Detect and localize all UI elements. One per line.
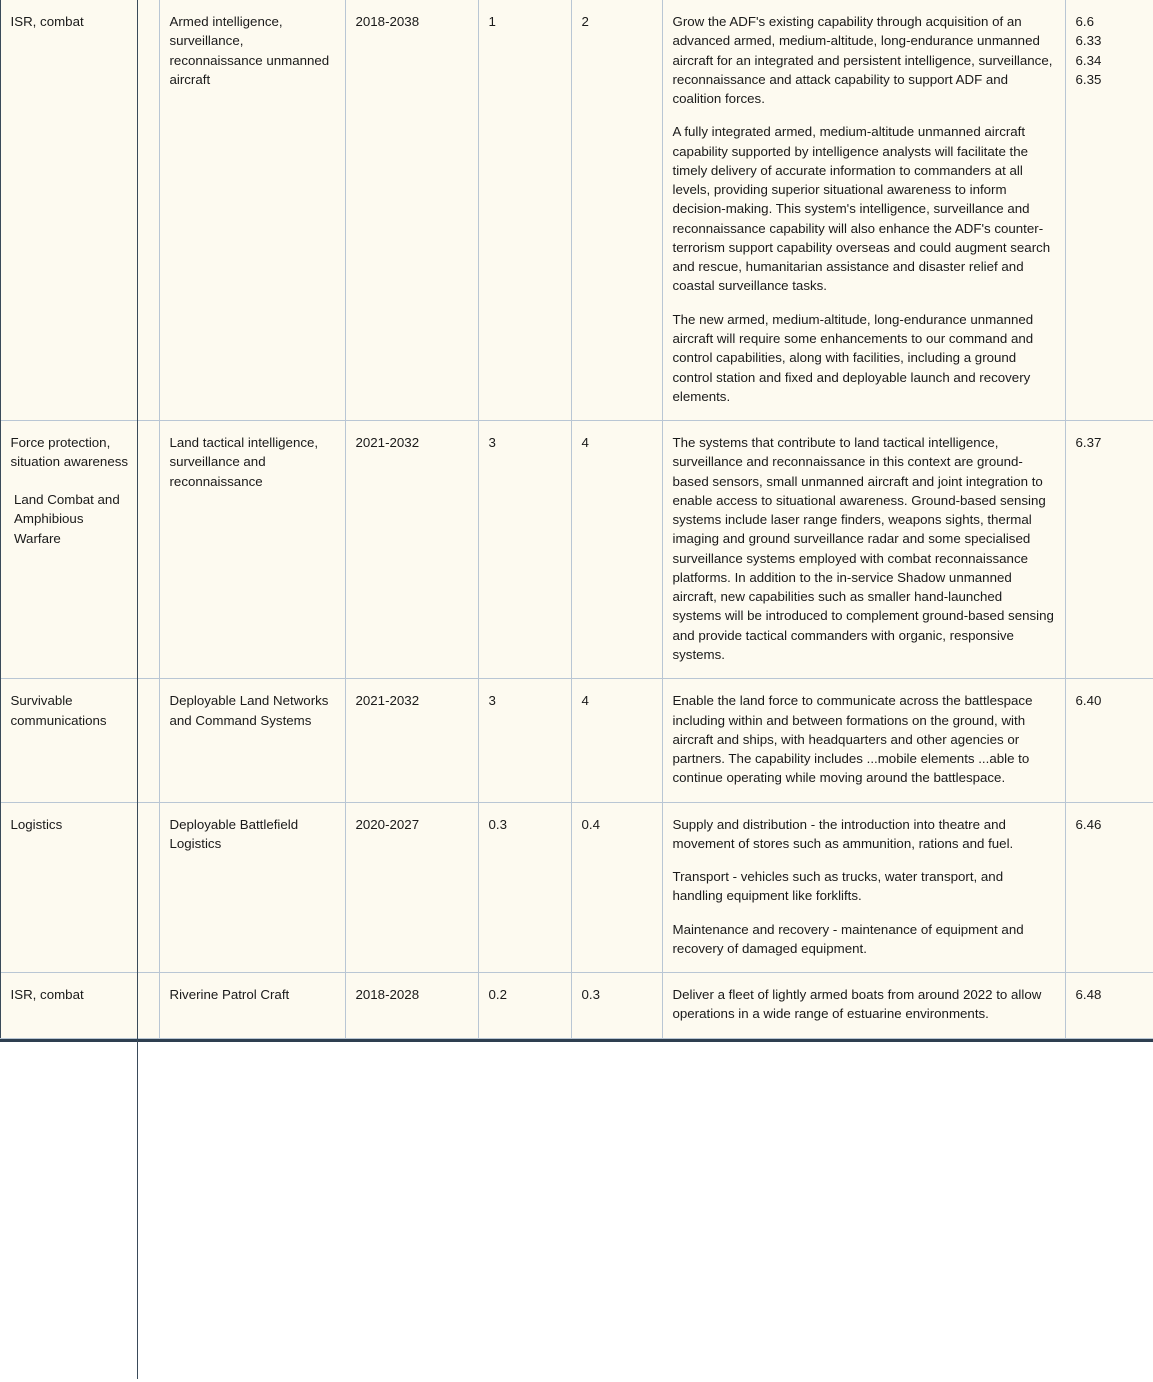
reference-item: 6.40 — [1075, 693, 1102, 709]
table-row — [0, 421, 1153, 679]
row-references — [1065, 973, 1153, 1039]
description-paragraph: Grow the ADF's existing capability through acquisition of an advanced armed, medium-altitude, long-endurance unmanned aircraft for an integrated and persistent intelligence, surveillance, reconnaissance and attack capability to support ADF and coalition forces. — [672, 14, 1053, 107]
row-cost-high: 0.4 — [571, 802, 662, 973]
row-references — [1065, 679, 1153, 802]
row-cost-high: 2 — [571, 0, 662, 421]
description-paragraph: Maintenance and recovery - maintenance of equipment and recovery of damaged equipment. — [672, 921, 1024, 956]
reference-item: 6.46 — [1075, 816, 1102, 832]
row-references — [1065, 421, 1153, 679]
row-cost-low: 3 — [478, 679, 571, 802]
reference-item: 6.35 — [1075, 71, 1102, 87]
row-cost-high: 4 — [571, 421, 662, 679]
row-project: Deployable Battlefield Logistics — [159, 802, 345, 973]
row-years: 2018-2038 — [345, 0, 478, 421]
reference-item: 6.6 — [1075, 14, 1094, 29]
description-paragraph: A fully integrated armed, medium-altitude unmanned aircraft capability supported by intelligence analysts will facilitate the timely delivery of accurate information to commanders at all levels, providing superior situational awareness to inform decision-making. This system's intelligence, surveillance and reconnaissance capability will also enhance the ADF's counter-terrorism support capability overseas and could augment search and rescue, humanitarian assistance and disaster relief and coastal surveillance tasks. — [672, 124, 1051, 294]
row-description — [662, 0, 1065, 421]
description-paragraph: Supply and distribution - the introduction into theatre and movement of stores such as ammunition, rations and fuel. — [672, 816, 1014, 851]
row-theme: Logistics — [0, 802, 159, 973]
group-label: Land Combat and Amphibious Warfare — [14, 492, 120, 546]
row-description — [662, 421, 1065, 679]
row-description — [662, 679, 1065, 802]
table-row — [0, 973, 1153, 1039]
description-paragraph: Enable the land force to communicate across the battlespace including within and between formations on the ground, with aircraft and ships, with headquarters and other agencies or partners. The capability includes ...mobile elements ...able to continue operating while moving around the battlespace. — [672, 693, 1033, 786]
row-cost-low: 0.2 — [478, 973, 571, 1039]
row-project: Deployable Land Networks and Command Systems — [159, 679, 345, 802]
table-left-rule — [137, 0, 138, 1379]
row-cost-low: 3 — [478, 421, 571, 679]
table-bottom-rule — [0, 1039, 1153, 1042]
row-years: 2021-2032 — [345, 421, 478, 679]
table-row — [0, 0, 1153, 421]
row-years: 2018-2028 — [345, 973, 478, 1039]
row-project: Armed intelligence, surveillance, reconnaissance unmanned aircraft — [159, 0, 345, 421]
row-project: Riverine Patrol Craft — [159, 973, 345, 1039]
row-theme: ISR, combat — [0, 0, 159, 421]
row-description — [662, 802, 1065, 973]
description-paragraph: Transport - vehicles such as trucks, water transport, and handling equipment like forklifts. — [672, 869, 1004, 904]
row-references — [1065, 802, 1153, 973]
row-references — [1065, 0, 1153, 421]
row-cost-low: 0.3 — [478, 802, 571, 973]
description-paragraph: The new armed, medium-altitude, long-endurance unmanned aircraft will require some enhancements to our command and control capabilities, along with facilities, including a ground control station and fixed and deployable launch and recovery elements. — [672, 311, 1034, 404]
reference-item: 6.33 — [1075, 33, 1102, 49]
description-paragraph: Deliver a fleet of lightly armed boats from around 2022 to allow operations in a wide range of estuarine environments. — [672, 987, 1042, 1022]
row-theme: ISR, combat — [0, 973, 159, 1039]
row-description — [662, 973, 1065, 1039]
row-cost-high: 0.3 — [571, 973, 662, 1039]
row-years: 2021-2032 — [345, 679, 478, 802]
table-row — [0, 802, 1153, 973]
row-cost-low: 1 — [478, 0, 571, 421]
table-row — [0, 679, 1153, 802]
row-years: 2020-2027 — [345, 802, 478, 973]
row-theme: Survivable communications — [0, 679, 159, 802]
row-cost-high: 4 — [571, 679, 662, 802]
description-paragraph: The systems that contribute to land tactical intelligence, surveillance and reconnaissance in this context are ground-based sensors, small unmanned aircraft and joint integration to enable access to situational awareness. Ground-based sensing systems include laser range finders, weapons sights, thermal imaging and ground surveillance radar and some specialised surveillance systems employed with combat reconnaissance platforms. In addition to the in-service Shadow unmanned aircraft, new capabilities such as smaller hand-launched systems will be introduced to complement ground-based sensing and provide tactical commanders with organic, responsive systems. — [672, 435, 1054, 662]
row-project: Land tactical intelligence, surveillance and reconnaissance — [159, 421, 345, 679]
reference-item: 6.34 — [1075, 52, 1102, 68]
reference-item: 6.48 — [1075, 987, 1102, 1003]
reference-item: 6.37 — [1075, 435, 1102, 451]
row-theme: Force protection, situation awareness — [0, 421, 159, 679]
